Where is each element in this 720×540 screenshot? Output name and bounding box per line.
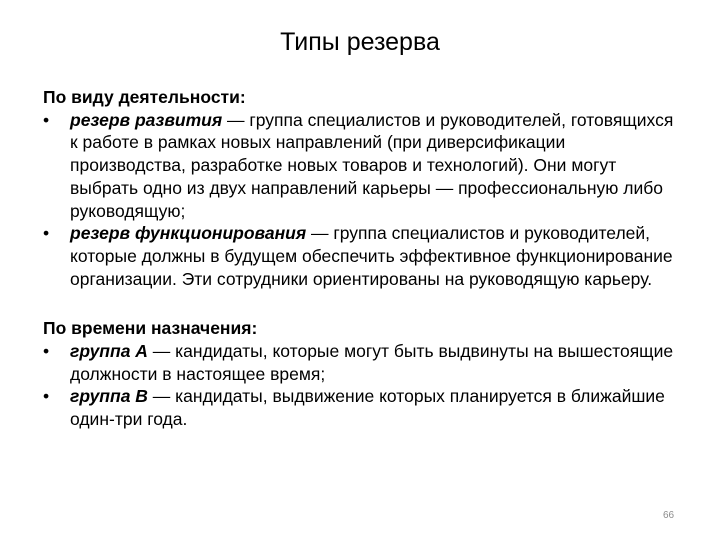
bullet-mark: • [43,386,50,407]
term: группа А [70,341,148,362]
bullet-mark: • [43,223,50,244]
section-heading: По времени назначения: [43,318,258,339]
term-description: — группа специалистов и руководителей, которые должны в будущем обеспечить эффективное функционирование организации. Эти сотрудники ориентированы на руководящую карьеру. [70,223,673,289]
slide-title: Типы резерва [280,28,440,56]
section-heading: По виду деятельности: [43,87,246,107]
page-number: 66 [663,510,675,521]
section-spacer [43,290,683,317]
term-description: — кандидаты, выдвижение которых планируется в ближайшие один-три года. [70,386,665,430]
bullet-mark: • [43,109,50,130]
section-activity-type [43,86,683,290]
slide-content [43,86,683,431]
bullet-item [43,109,683,223]
section-appointment-time [43,317,683,431]
bullet-item [43,385,683,430]
term-description: — кандидаты, которые могут быть выдвинуты на вышестоящие должности в настоящее время; [70,341,674,384]
term-description: — группа специалистов и руководителей, готовящихся к работе в рамках новых направлений (при диверсификации производства, разработке новых товаров и технологий). Они могут выбрать одно из двух направлений карьеры — профессиональную либо руководящую; [70,109,674,221]
term: группа В [70,386,148,407]
bullet-item [43,340,683,385]
bullet-mark: • [43,341,50,362]
term: резерв функционирования [70,223,307,244]
bullet-list [43,340,683,431]
bullet-item [43,222,683,290]
term: резерв развития [70,109,223,130]
bullet-list [43,109,683,291]
